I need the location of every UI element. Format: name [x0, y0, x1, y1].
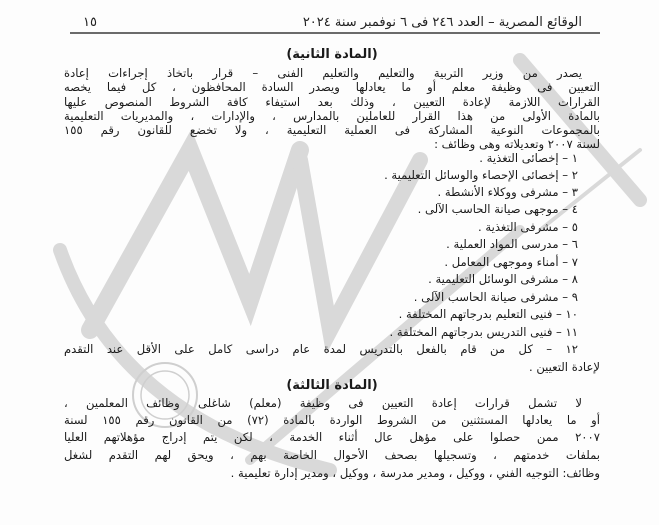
header-title: الوقائع المصرية – العدد ٢٤٦ فى ٦ نوفمبر سنة ٢٠٢٤	[302, 15, 582, 30]
article-2-line: التعيين فى وظيفة معلم أو ما يعادلها ويصدر السادة المحافظون ، كل فيما يخصه	[64, 80, 600, 94]
list-item: ٦ – مدرسى المواد العملية .	[446, 237, 578, 251]
article-2-line: بالمادة الأولى من هذا القرار للعاملين بالمدارس ، والإدارات ، والمديريات التعليمية	[64, 109, 600, 123]
header-rule	[70, 32, 600, 34]
article-3-title: (المادة الثالثة)	[286, 378, 378, 393]
list-item: ١١ – فنيى التدريس بدرجاتهم المختلفة .	[389, 325, 578, 339]
article-2-line: القرارات اللازمة لإعادة التعيين ، وذلك بعد استيفاء كافة الشروط المنصوص عليها	[64, 95, 600, 109]
list-item: ٣ – مشرفى ووكلاء الأنشطة .	[437, 185, 578, 199]
list-item: ٥ – مشرفى التغذية .	[478, 220, 578, 234]
article-2-closing: لإعادة التعيين .	[528, 360, 600, 374]
article-2-line: يصدر من وزير التربية والتعليم والتعليم الفنى – قرار باتخاذ إجراءات إعادة	[64, 66, 582, 80]
article-3-line: ٢٠٠٧ ممن حصلوا على مؤهل عال أثناء الخدمة ، لكن يتم إدراج مؤهلاتهم العليا	[64, 430, 600, 444]
article-3-line: بملفات خدمتهم ، وتسجيلها بصحف الأحوال الخاصة بهم ، ويحق لهم التقدم لشغل	[64, 448, 600, 462]
article-2-title: (المادة الثانية)	[286, 47, 378, 62]
article-3-line: أو ما يعادلها المستثنين من الشروط الواردة بالمادة (٧٢) من القانون رقم ١٥٥ لسنة	[64, 413, 600, 427]
article-2-line: لسنة ٢٠٠٧ وتعديلاته وهى وظائف :	[434, 137, 600, 151]
list-item: ٨ – مشرفى الوسائل التعليمية .	[428, 272, 578, 286]
list-item: ١٠ – فنيى التعليم بدرجاتهم المختلفة .	[398, 307, 578, 321]
article-2-line: بالمجموعات النوعية المشاركة فى العملية التعليمية ، ولا تخضع للقانون رقم ١٥٥	[64, 123, 600, 137]
list-item: ٢ – إخصائى الإحصاء والوسائل التعليمية .	[384, 168, 578, 182]
list-item: ٤ – موجهى صيانة الحاسب الآلى .	[417, 202, 578, 216]
article-3-line: لا تشمل قرارات إعادة التعيين فى وظيفة (معلم) شاغلى وظائف المعلمين ،	[64, 396, 582, 410]
list-item: ١٢ – كل من قام بالفعل بالتدريس لمدة عام دراسى كامل على الأقل عند التقدم	[64, 342, 578, 356]
page-number: ١٥	[83, 15, 97, 30]
list-item: ١ – إخصائى التغذية .	[479, 151, 578, 165]
article-3-line: وظائف: التوجيه الفني ، ووكيل ، ومدير مدرسة ، ووكيل ، ومدير إدارة تعليمية .	[230, 466, 600, 480]
list-item: ٧ – أمناء وموجهى المعامل .	[444, 255, 578, 269]
list-item: ٩ – مشرفى صيانة الحاسب الآلى .	[413, 290, 578, 304]
